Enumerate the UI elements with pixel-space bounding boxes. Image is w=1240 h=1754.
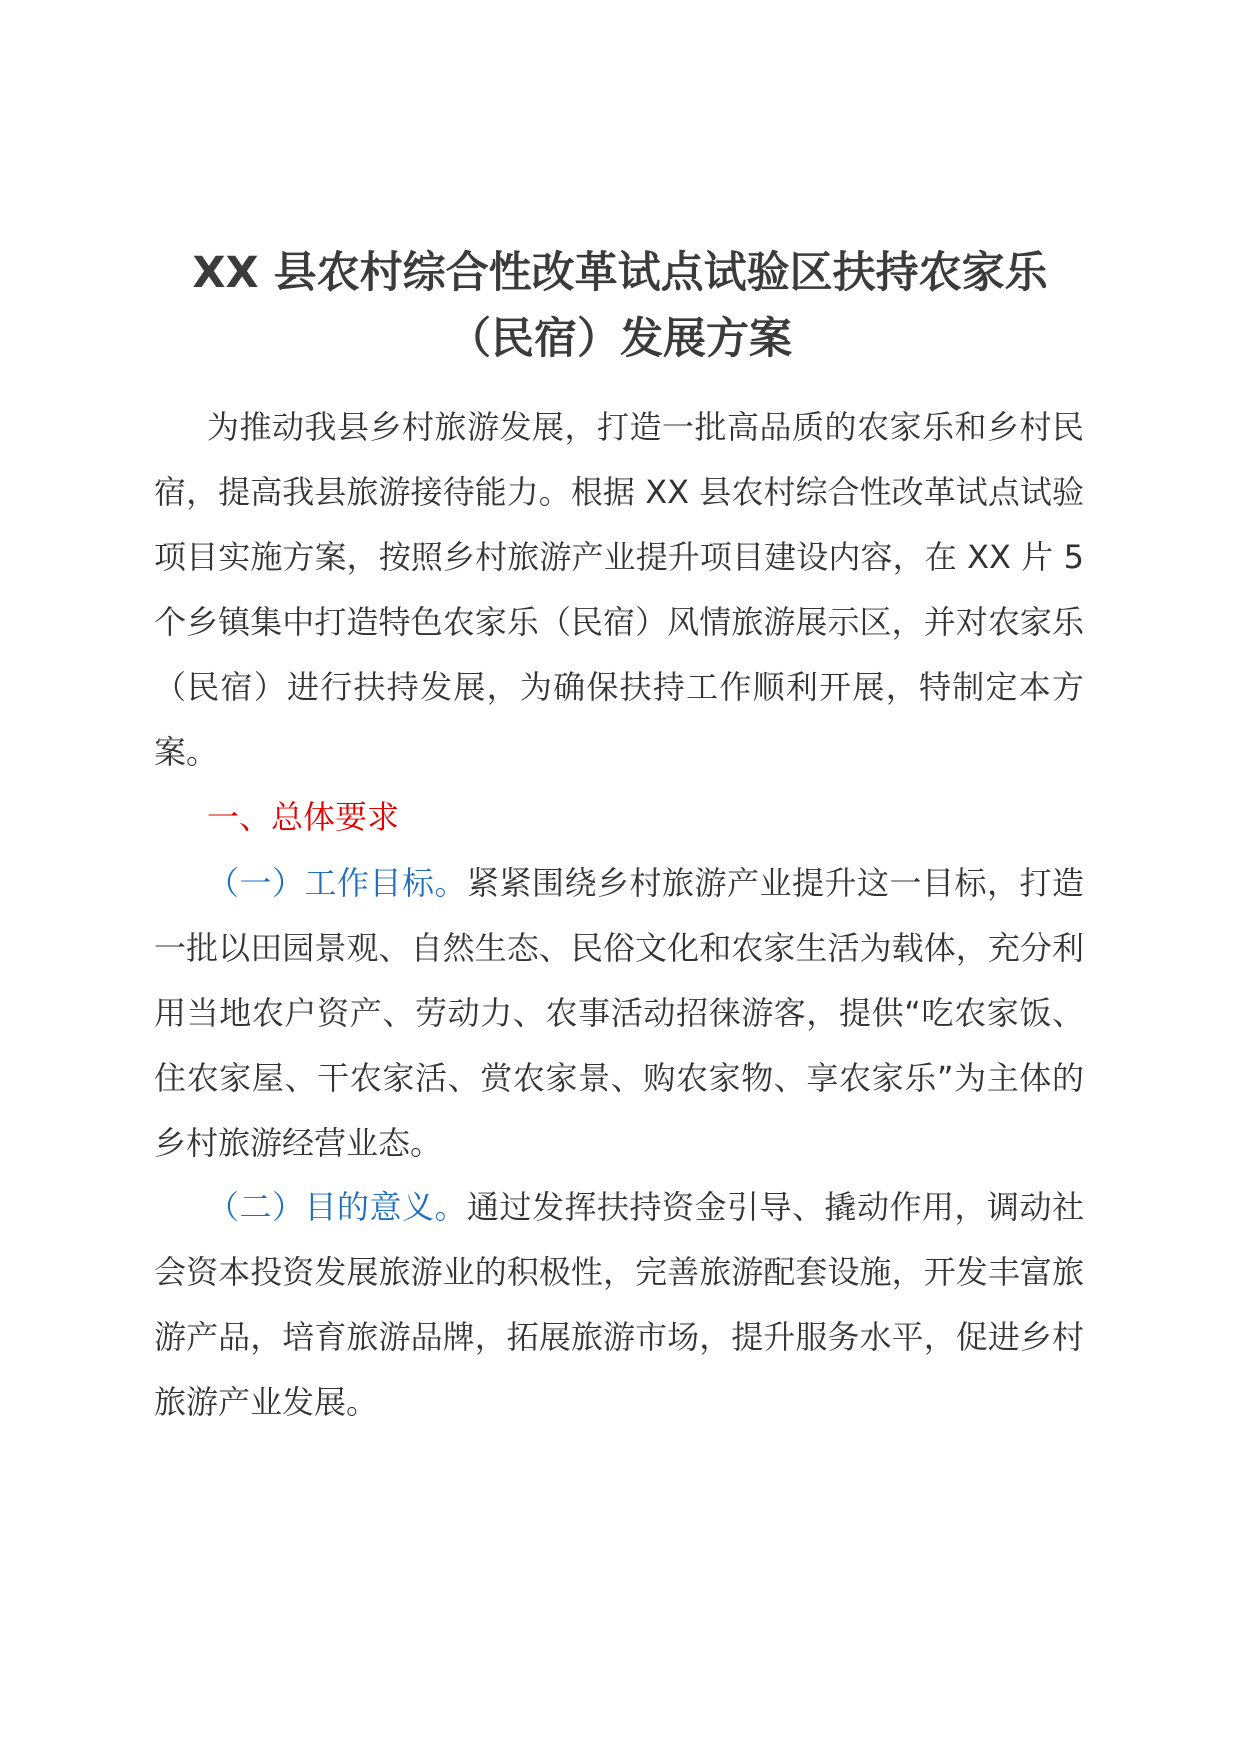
subsection-label-purpose-significance: （二）目的意义。 [207, 1188, 467, 1226]
title-line-1: XX 县农村综合性改革试点试验区扶持农家乐 [192, 248, 1048, 298]
document-title [150, 240, 1090, 372]
section-heading-overall-requirements: 一、总体要求 [207, 798, 400, 836]
subsection-work-goal [154, 851, 1084, 1176]
subsection-text-work-goal: 紧紧围绕乡村旅游产业提升这一目标，打造一批以田园景观、自然生态、民俗文化和农家生活为载体，充分利用当地农户资产、劳动力、农事活动招徕游客，提供“吃农家饭、住农家屋、干农家活、赏农家景、购农家物、享农家乐”为主体的乡村旅游经营业态。 [154, 864, 1084, 1162]
subsection-text-purpose-significance: 通过发挥扶持资金引导、撬动作用，调动社会资本投资发展旅游业的积极性，完善旅游配套设施，开发丰富旅游产品，培育旅游品牌，拓展旅游市场，提升服务水平，促进乡村旅游产业发展。 [154, 1188, 1084, 1421]
subsection-purpose-significance [154, 1175, 1084, 1435]
title-line-2: （民宿）发展方案 [448, 314, 792, 364]
intro-paragraph: 为推动我县乡村旅游发展，打造一批高品质的农家乐和乡村民宿，提高我县旅游接待能力。根据 XX 县农村综合性改革试点试验项目实施方案，按照乡村旅游产业提升项目建设内容，在 XX 片 5 个乡镇集中打造特色农家乐（民宿）风情旅游展示区，并对农家乐（民宿）进行扶持发展，为确保扶持工作顺利开展，特制定本方案。 [154, 408, 1084, 771]
subsection-label-work-goal: （一）工作目标。 [207, 864, 467, 902]
